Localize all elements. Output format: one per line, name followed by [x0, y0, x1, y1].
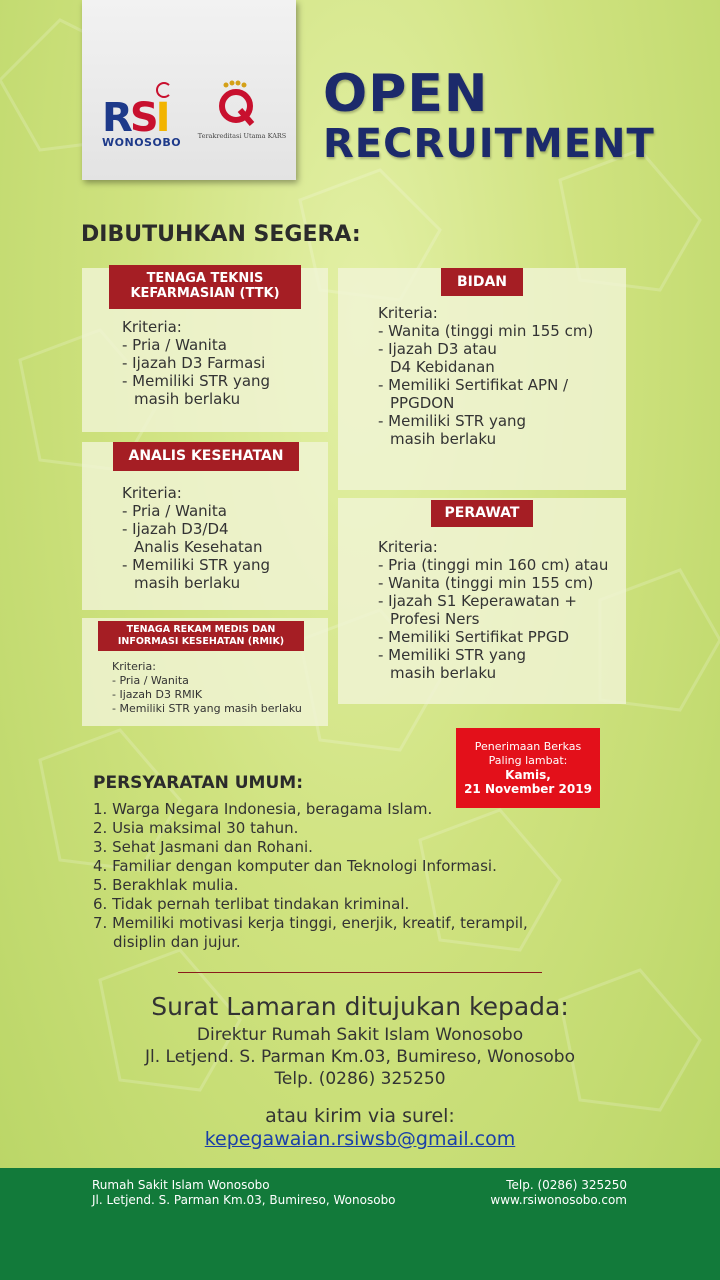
- analis-criteria: Kriteria: - Pria / Wanita - Ijazah D3/D4 Analis Kesehatan - Memiliki STR yang masih berlaku: [122, 484, 271, 592]
- kars-caption: Terakreditasi Utama KARS: [197, 132, 287, 140]
- footer-right: [490, 1178, 627, 1208]
- analis-tag: ANALIS KESEHATAN: [113, 442, 299, 471]
- urgent-heading: DIBUTUHKAN SEGERA:: [81, 222, 361, 247]
- footer-phone: Telp. (0286) 325250: [506, 1178, 627, 1192]
- requirements-list: [93, 800, 528, 952]
- crescent-icon: [156, 82, 172, 98]
- perawat-criteria: Kriteria: - Pria (tinggi min 160 cm) atau - Wanita (tinggi min 155 cm) - Ijazah S1 Keperawatan + Profesi Ners - Memiliki Sertifikat PPGD - Memiliki STR yang masih berlaku: [378, 538, 609, 682]
- letter-heading: Surat Lamaran ditujukan kepada:: [151, 992, 569, 1021]
- footer-website[interactable]: www.rsiwonosobo.com: [490, 1193, 627, 1207]
- perawat-card: [338, 498, 626, 704]
- rmik-tag: TENAGA REKAM MEDIS DAN INFORMASI KESEHATAN (RMIK): [98, 621, 304, 651]
- ttk-tag: TENAGA TEKNIS KEFARMASIAN (TTK): [109, 265, 301, 309]
- deadline-badge: Penerimaan Berkas Paling lambat: Kamis, 21 November 2019: [456, 728, 600, 808]
- list-item: 6. Tidak pernah terlibat tindakan kriminal.: [93, 895, 410, 913]
- letter-recipient: Direktur Rumah Sakit Islam Wonosobo: [196, 1025, 524, 1045]
- rmik-criteria: Kriteria: - Pria / Wanita - Ijazah D3 RMIK - Memiliki STR yang masih berlaku: [112, 660, 302, 715]
- list-item: 4. Familiar dengan komputer dan Teknologi Informasi.: [93, 857, 497, 875]
- list-item: 3. Sehat Jasmani dan Rohani.: [93, 838, 313, 856]
- letter-phone: Telp. (0286) 325250: [274, 1069, 446, 1089]
- requirements-heading: PERSYARATAN UMUM:: [93, 773, 303, 793]
- kars-logo: [212, 80, 260, 128]
- divider: [178, 972, 542, 973]
- list-item: 5. Berakhlak mulia.: [93, 876, 239, 894]
- list-item: 7. Memiliki motivasi kerja tinggi, enerjik, kreatif, terampil,: [93, 914, 528, 932]
- email-label: atau kirim via surel:: [265, 1105, 455, 1127]
- rsi-logo-subtitle: WONOSOBO: [102, 136, 182, 149]
- title-line-1: OPEN: [323, 64, 489, 124]
- rsi-logo: RSI: [102, 95, 168, 141]
- title-line-2: RECRUITMENT: [323, 121, 655, 167]
- footer-left: [92, 1178, 396, 1208]
- perawat-tag: PERAWAT: [431, 500, 533, 527]
- page-title: [323, 64, 655, 167]
- bidan-criteria: Kriteria: - Wanita (tinggi min 155 cm) - Ijazah D3 atau D4 Kebidanan - Memiliki Sertifikat APN / PPGDON - Memiliki STR yang masih berlaku: [378, 304, 594, 448]
- footer-address: Jl. Letjend. S. Parman Km.03, Bumireso, Wonosobo: [92, 1193, 396, 1207]
- ttk-criteria: Kriteria: - Pria / Wanita - Ijazah D3 Farmasi - Memiliki STR yang masih berlaku: [122, 318, 271, 408]
- letter-address: Jl. Letjend. S. Parman Km.03, Bumireso, Wonosobo: [145, 1047, 575, 1067]
- list-item: 2. Usia maksimal 30 tahun.: [93, 819, 299, 837]
- bidan-tag: BIDAN: [441, 268, 523, 296]
- footer-hospital-name: Rumah Sakit Islam Wonosobo: [92, 1178, 270, 1192]
- list-item: disiplin dan jujur.: [113, 933, 241, 951]
- logo-card: [82, 0, 296, 180]
- list-item: 1. Warga Negara Indonesia, beragama Islam.: [93, 800, 433, 818]
- email-link[interactable]: kepegawaian.rsiwsb@gmail.com: [204, 1128, 516, 1150]
- bidan-card: [338, 268, 626, 490]
- footer: [0, 1168, 720, 1280]
- email-row: [0, 1128, 720, 1150]
